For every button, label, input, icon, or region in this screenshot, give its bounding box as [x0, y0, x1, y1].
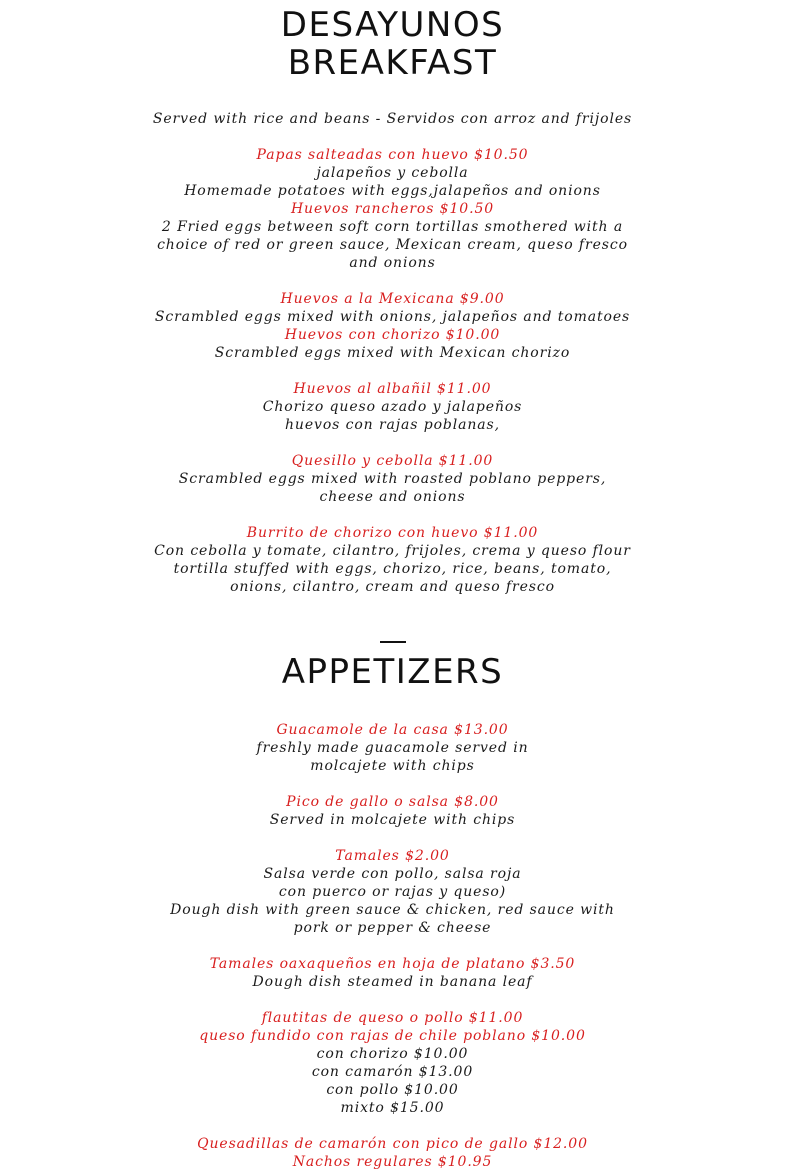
item-name: Huevos con chorizo $10.00 — [284, 327, 501, 343]
breakfast-intro: Served with rice and beans - Servidos con arroz and frijoles — [152, 111, 633, 127]
item-desc: huevos con rajas poblanas, — [285, 417, 500, 433]
item-desc: Served in molcajete with chips — [269, 812, 516, 828]
item-desc: con pollo $10.00 — [326, 1082, 459, 1098]
item-name: Tamales oaxaqueños en hoja de platano $3.50 — [209, 956, 576, 972]
item-name: Huevos rancheros $10.50 — [290, 201, 495, 217]
item-desc: 2 Fried eggs between soft corn tortillas smothered with a choice of red or green sauce, Mexican cream, queso fresco and onions — [157, 219, 628, 271]
menu-item — [150, 955, 635, 991]
item-name: Huevos al albañil $11.00 — [293, 381, 492, 397]
breakfast-title-es: DESAYUNOS — [280, 5, 505, 45]
item-desc: con puerco or rajas y queso) — [278, 884, 507, 900]
menu-item — [150, 200, 635, 272]
menu-item — [150, 452, 635, 506]
item-name: flautitas de queso o pollo $11.00 — [261, 1010, 524, 1026]
item-desc: Salsa verde con pollo, salsa roja — [263, 866, 522, 882]
item-name: Tamales $2.00 — [335, 848, 450, 864]
menu-item — [150, 847, 635, 937]
menu-item — [150, 1153, 635, 1171]
item-name: Nachos regulares $10.95 — [292, 1154, 493, 1170]
item-desc: Scrambled eggs mixed with onions, jalapeños and tomatoes — [154, 309, 631, 325]
item-name: queso fundido con rajas de chile poblano $10.00 — [199, 1028, 586, 1044]
item-name: Pico de gallo o salsa $8.00 — [286, 794, 499, 810]
item-name: Huevos a la Mexicana $9.00 — [280, 291, 505, 307]
menu-column — [150, 0, 635, 1171]
item-desc: Dough dish with green sauce & chicken, red sauce with pork or pepper & cheese — [170, 902, 615, 936]
menu-item — [150, 721, 635, 775]
item-desc: freshly made guacamole served in — [256, 740, 529, 756]
item-name: Papas salteadas con huevo $10.50 — [256, 147, 529, 163]
menu-item — [150, 326, 635, 362]
item-desc: con camarón $13.00 — [311, 1064, 474, 1080]
menu-item — [150, 1009, 635, 1027]
menu-item — [150, 793, 635, 829]
item-desc: Homemade potatoes with eggs,jalapeños and onions — [184, 183, 601, 199]
menu-item — [150, 1027, 635, 1117]
item-name: Burrito de chorizo con huevo $11.00 — [246, 525, 539, 541]
item-desc: Scrambled eggs mixed with roasted poblano peppers, cheese and onions — [178, 471, 607, 505]
menu-item — [150, 290, 635, 326]
item-desc: Con cebolla y tomate, cilantro, frijoles, crema y queso flour tortilla stuffed with eggs, chorizo, rice, beans, tomato, onions, cilantro, cream and queso fresco — [154, 543, 631, 595]
item-name: Quesadillas de camarón con pico de gallo $12.00 — [197, 1136, 588, 1152]
item-desc: jalapeños y cebolla — [316, 165, 469, 181]
item-desc: Scrambled eggs mixed with Mexican chorizo — [214, 345, 571, 361]
item-desc: molcajete with chips — [310, 758, 475, 774]
menu-item — [150, 380, 635, 434]
breakfast-heading — [150, 6, 635, 82]
item-name: Quesillo y cebolla $11.00 — [291, 453, 494, 469]
item-desc: con chorizo $10.00 — [316, 1046, 469, 1062]
menu-item — [150, 1135, 635, 1153]
menu-item — [150, 524, 635, 596]
appetizers-heading: APPETIZERS — [281, 652, 504, 692]
item-desc: Chorizo queso azado y jalapeños — [262, 399, 523, 415]
item-desc: mixto $15.00 — [340, 1100, 445, 1116]
breakfast-title-en: BREAKFAST — [287, 43, 498, 83]
item-name: Guacamole de la casa $13.00 — [276, 722, 509, 738]
menu-item — [150, 146, 635, 200]
item-desc: Dough dish steamed in banana leaf — [252, 974, 533, 990]
